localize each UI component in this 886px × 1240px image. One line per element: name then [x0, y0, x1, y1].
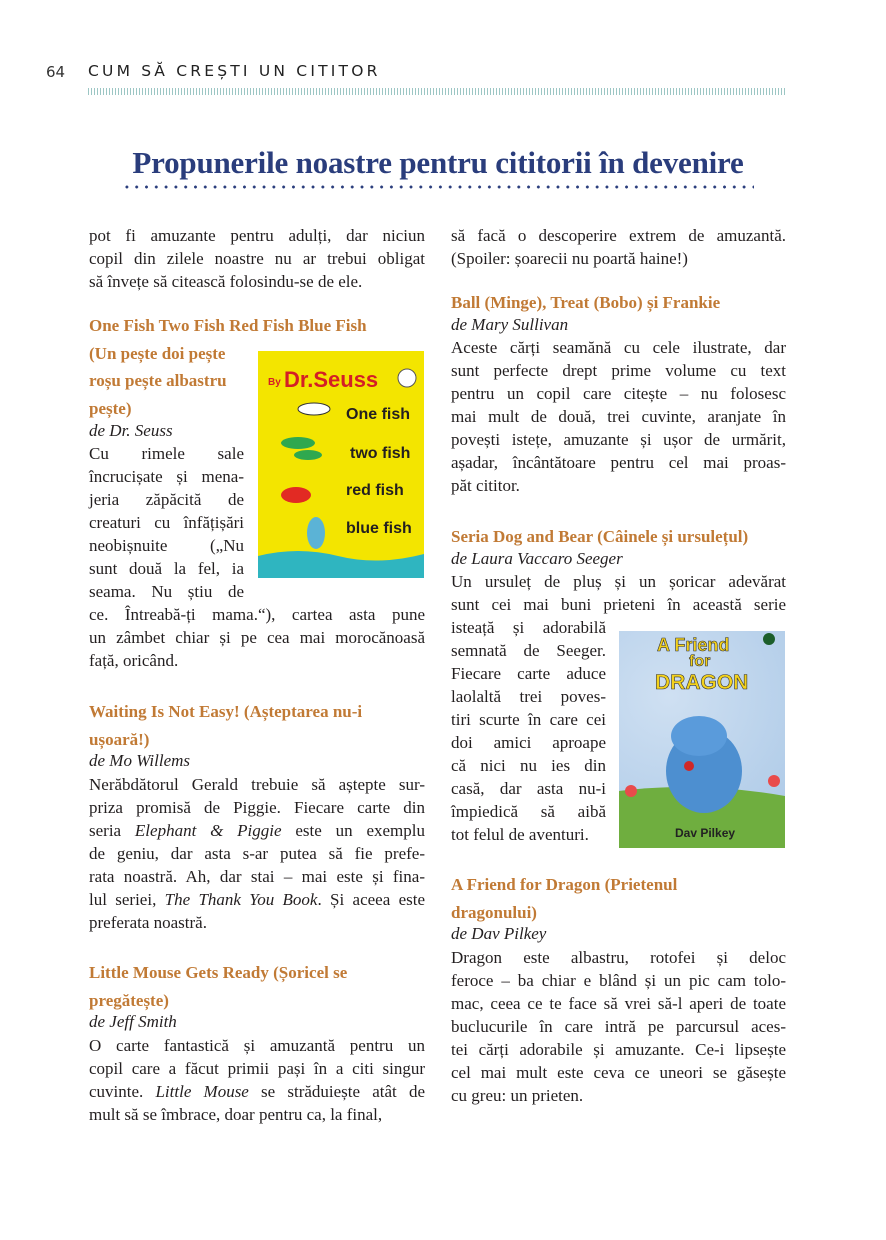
body-text-line: pot fi amuzante pentru adulți, dar niciun: [89, 226, 425, 245]
page-title: Propunerile noastre pentru cititorii în devenire: [132, 145, 744, 180]
body-text-line: Nerăbdătorul Gerald trebuie să aștepte sur-: [89, 774, 425, 794]
body-text-line: să facă o descoperire extrem de amuzantă.: [451, 226, 786, 245]
book-title-heading: A Friend for Dragon (Prietenul: [451, 875, 678, 894]
body-text-line: povești istețe, amuzante și ușor de urmărit,: [451, 430, 786, 450]
svg-text:By: By: [268, 377, 281, 388]
body-text-line: Un ursuleț de pluș și un șoricar adevărat: [451, 572, 786, 592]
body-text-line: așadar, încântătoare pentru cel mai proas-: [451, 453, 786, 473]
book-author: de Laura Vaccaro Seeger: [451, 548, 623, 568]
cover-text: blue fish: [346, 520, 412, 537]
body-text-line: tei cărți adorabile și amuzante. Ce-i lipsește: [451, 1039, 786, 1059]
book-title-heading: Little Mouse Gets Ready (Șoricel se: [89, 963, 348, 982]
cover-text: DRAGON: [655, 671, 749, 694]
body-text-line: sunt cei mai buni prieteni în această serie: [451, 595, 786, 615]
body-text-line: semnată de Seeger.: [451, 641, 606, 661]
body-text-line: creaturi cu înfățișări: [89, 513, 244, 533]
book-title-heading: roșu pește albastru: [89, 371, 227, 391]
body-text-line: pentru un copil care citește – nu folosesc: [451, 384, 786, 404]
body-text-line: copil din zilele noastre nu ar trebui obligat: [89, 249, 425, 268]
body-text-line: păt cititor.: [451, 476, 520, 496]
title-dotted-rule: [122, 185, 754, 189]
body-text-line: mult să se îmbrace, doar pentru ca, la final,: [89, 1104, 383, 1124]
body-text-line: de geniu, dar asta s-ar putea să fie prefe-: [89, 843, 425, 863]
body-text-line: față, oricând.: [89, 651, 179, 671]
book-author: de Mary Sullivan: [451, 314, 569, 334]
header-rule: [88, 88, 786, 95]
body-text-line: cuvinte. Little Mouse se străduiește atât de: [89, 1081, 425, 1101]
body-text-line: un zâmbet chiar și pe cea mai morocănoasă: [89, 628, 425, 648]
book-title-heading: dragonului): [451, 902, 537, 922]
body-text-line: împiedică să aibă: [451, 802, 606, 822]
cover-text: One fish: [346, 406, 411, 423]
body-text-line: tot felul de aventuri.: [451, 825, 589, 845]
cover-text: for: [689, 653, 711, 670]
book-title-heading: Ball (Minge), Treat (Bobo) și Frankie: [451, 293, 721, 312]
body-text-line: copil care a făcut primii pași în a citi singur: [89, 1058, 425, 1078]
body-text-line: mac, ceea ce te face să vrei să-l aperi de toate: [451, 993, 786, 1013]
body-text-line: rata noastră. Ah, dar stai – mai este și fina-: [89, 866, 425, 886]
body-text-line: O carte fantastică și amuzantă pentru un: [89, 1035, 425, 1055]
body-text-line: mai mult de două, trei cuvinte, aranjate în: [451, 407, 786, 427]
body-text-line: preferata noastră.: [89, 912, 207, 932]
book-title-heading: (Un pește doi pește: [89, 343, 226, 363]
running-title: CUM SĂ CREȘTI UN CITITOR: [88, 62, 381, 80]
body-text-line: că nici nu ies din: [451, 756, 606, 776]
body-text-line: Aceste cărți seamănă cu cele ilustrate, dar: [451, 338, 786, 358]
body-text-line: sunt perfecte drept prime volume cu text: [451, 361, 786, 381]
body-text-line: cu greu: un prieten.: [451, 1085, 584, 1105]
book-title-heading: pește): [89, 399, 132, 419]
body-text-line: Dragon este albastru, rotofei și deloc: [451, 947, 786, 967]
book-author: de Jeff Smith: [89, 1012, 177, 1032]
body-text-line: jeria zăpăcită de: [89, 490, 244, 510]
body-text-line: casă, dar asta nu-i: [451, 779, 606, 799]
body-text-line: seria Elephant & Piggie este un exemplu: [89, 820, 426, 840]
book-title-heading: One Fish Two Fish Red Fish Blue Fish: [89, 316, 367, 335]
book-title-heading: Waiting Is Not Easy! (Așteptarea nu-i: [89, 702, 363, 721]
book-title-heading: pregătește): [89, 990, 169, 1010]
body-text-line: buclucurile în care intră pe parcursul aces-: [451, 1016, 786, 1036]
cover-one-fish-two-fish: [258, 351, 424, 578]
body-text-line: priza promisă de Piggie. Fiecare carte din: [89, 797, 425, 817]
body-text-line: Cu rimele sale: [89, 444, 244, 464]
body-text-line: isteață și adorabilă: [451, 618, 606, 638]
body-text-line: tiri scurte în care cei: [451, 710, 606, 730]
body-text-line: Fiecare carte aduce: [451, 664, 606, 684]
svg-text:Dr.Seuss: Dr.Seuss: [284, 367, 379, 392]
cover-text: two fish: [350, 445, 411, 462]
book-author: de Dr. Seuss: [89, 420, 173, 440]
body-text-line: să învețe să citească folosindu-se de ele.: [89, 272, 363, 291]
book-author: de Dav Pilkey: [451, 924, 547, 944]
body-text-line: laolaltă trei poves-: [451, 687, 606, 707]
body-text-line: feroce – ba chiar e blând și un pic cam tolo-: [451, 970, 786, 990]
body-text-line: (Spoiler: șoarecii nu poartă haine!): [451, 249, 688, 268]
book-title-heading: Seria Dog and Bear (Câinele și ursulețul): [451, 527, 749, 546]
cover-author: Dav Pilkey: [675, 826, 736, 840]
body-text-line: cel mai mult este ceva ce uneori se găsește: [451, 1062, 786, 1082]
body-text-line: neobișnuite („Nu: [89, 536, 244, 556]
body-text-line: lul seriei, The Thank You Book. Și aceea este: [89, 889, 425, 909]
book-author: de Mo Willems: [89, 751, 191, 771]
book-title-heading: ușoară!): [89, 729, 150, 749]
body-text-line: sunt două la fel, ia: [89, 559, 244, 579]
body-text-line: ce. Întreabă-ți mama.“), cartea asta pune: [89, 605, 425, 625]
body-text-line: seama. Nu știu de: [89, 582, 244, 602]
body-text-line: încrucișate și mena-: [89, 467, 244, 487]
page-number: 64: [46, 63, 66, 81]
cover-a-friend-for-dragon: [619, 631, 785, 848]
cover-text: A Friend: [657, 635, 730, 655]
body-text-line: doi amici aproape: [451, 733, 606, 753]
cover-text: red fish: [346, 482, 404, 499]
